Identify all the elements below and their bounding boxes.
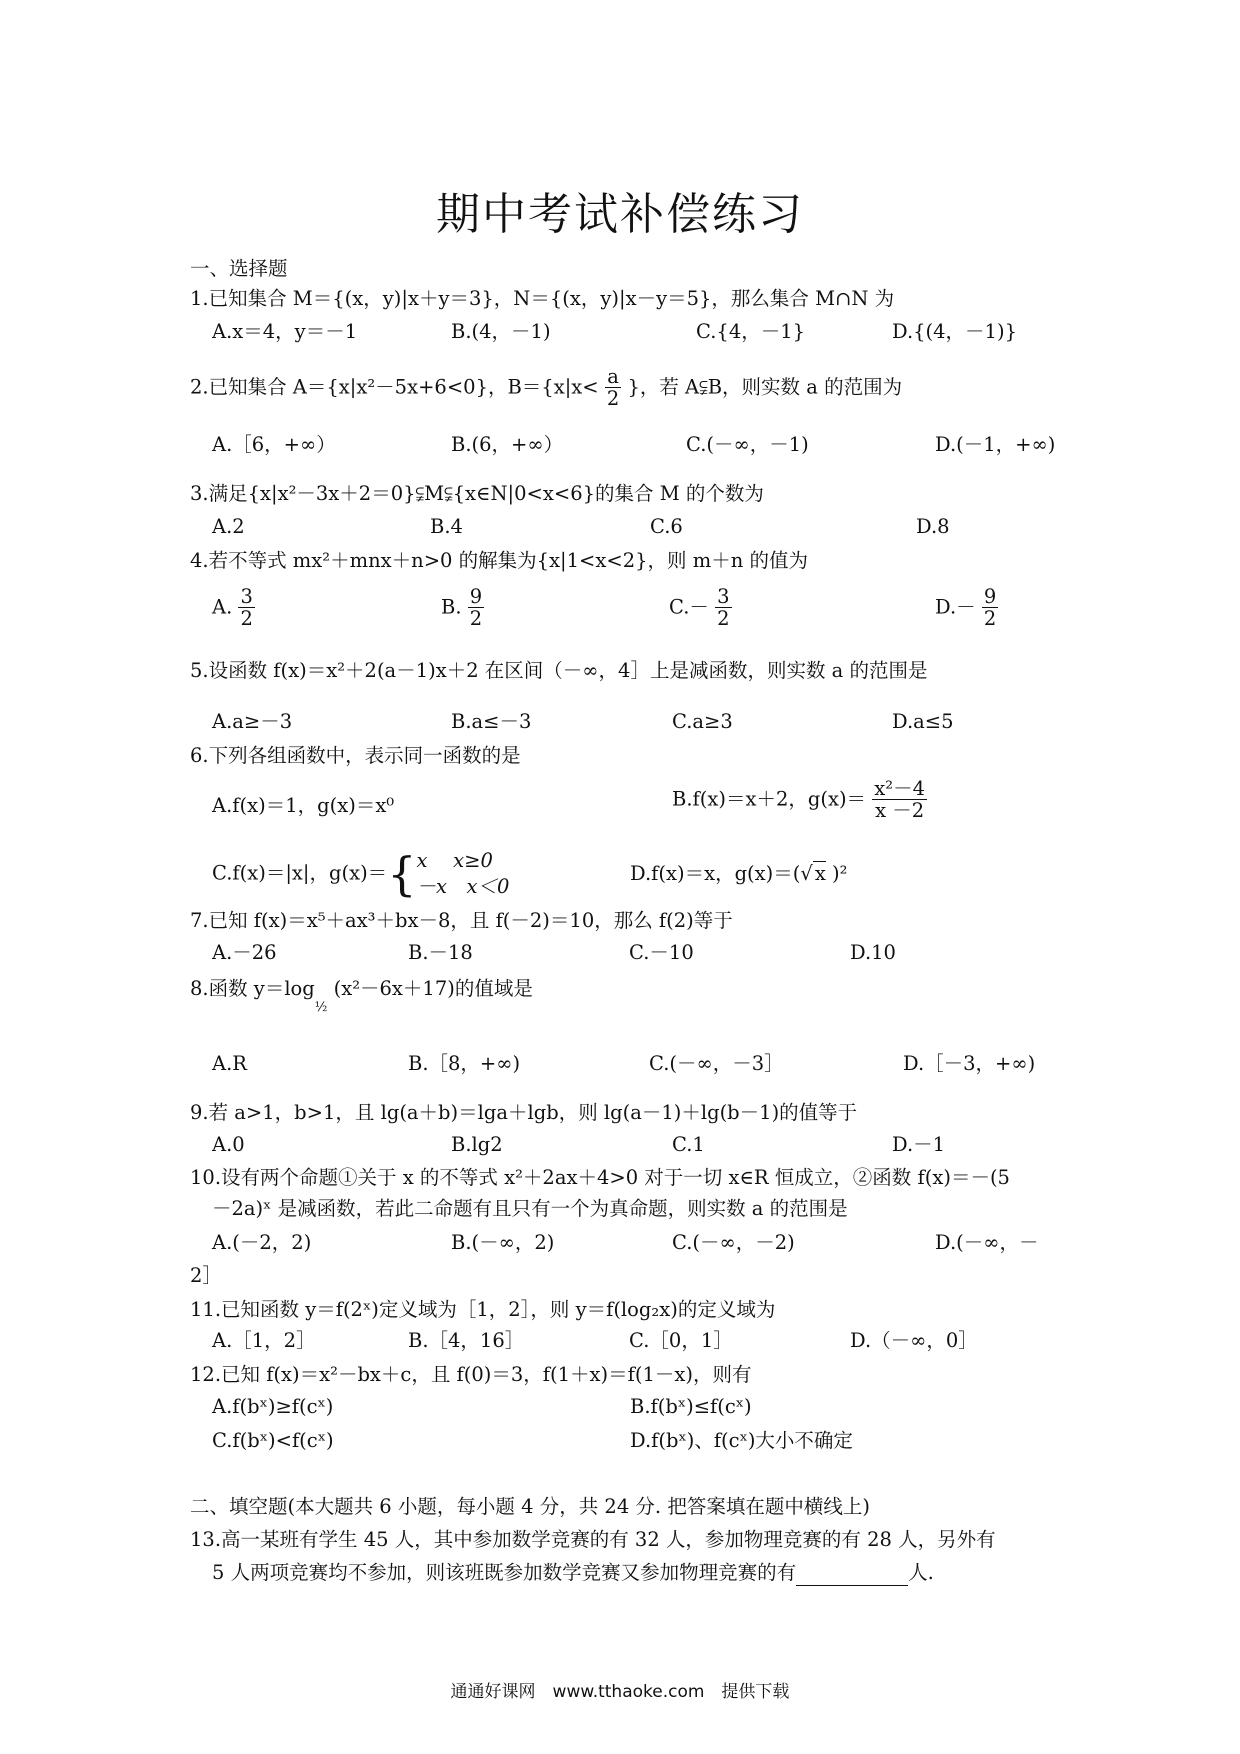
q13-text: 5 人两项竞赛均不参加，则该班既参加数学竞赛又参加物理竞赛的有 <box>212 1561 797 1584</box>
question-1: 1.已知集合 M＝{(x，y)|x＋y＝3}，N＝{(x，y)|x－y＝5}，那么集合 M∩N 为 <box>190 287 895 310</box>
q9-option-b: B.lg2 <box>451 1133 503 1156</box>
q8-option-d: D.［－3，+∞) <box>903 1052 1036 1075</box>
piece-bottom: －x x＜0 <box>416 875 510 898</box>
q9-option-c: C.1 <box>672 1133 705 1156</box>
q2-fraction-den: 2 <box>606 387 620 411</box>
q6-option-d-text: D.f(x)＝x，g(x)＝( <box>630 862 801 885</box>
q4-option-d <box>935 586 998 630</box>
q4a-num: 3 <box>240 585 253 608</box>
section-choice-heading: 一、选择题 <box>190 257 288 280</box>
q1-option-b: B.(4，－1) <box>451 320 551 343</box>
q8-option-c: C.(－∞，－3］ <box>649 1052 784 1075</box>
q9-option-a: A.0 <box>212 1133 245 1156</box>
question-13-line1: 13.高一某班有学生 45 人，其中参加数学竞赛的有 32 人，参加物理竞赛的有 28 人，另外有 <box>190 1528 996 1551</box>
q2-option-d: D.(－1，+∞) <box>935 433 1056 456</box>
question-5: 5.设函数 f(x)＝x²＋2(a－1)x＋2 在区间（－∞，4］上是减函数，则实数 a 的范围是 <box>190 659 928 682</box>
q10-option-d: D.(－∞，－ <box>935 1231 1039 1254</box>
question-6: 6.下列各组函数中，表示同一函数的是 <box>190 744 521 767</box>
q1-option-a: A.x＝4，y＝－1 <box>212 320 358 343</box>
question-3: 3.满足{x|x²－3x＋2＝0}⫋M⫋{x∈N|0<x<6}的集合 M 的个数为 <box>190 482 764 505</box>
question-11: 11.已知函数 y＝f(2ˣ)定义域为［1，2］，则 y＝f(log₂x)的定义域为 <box>190 1298 776 1321</box>
question-7: 7.已知 f(x)＝x⁵＋ax³＋bx－8，且 f(－2)＝10，那么 f(2)等于 <box>190 909 733 932</box>
piecewise-brace: { <box>387 847 417 901</box>
q6-option-c <box>212 848 509 900</box>
q5-option-a: A.a≥－3 <box>212 710 293 733</box>
q4b-num: 9 <box>469 585 483 608</box>
q10-option-d-continued: 2］ <box>190 1264 222 1287</box>
q4-option-c <box>669 586 732 630</box>
q4d-num: 9 <box>983 585 997 608</box>
q12-option-b: B.f(bˣ)≤f(cˣ) <box>630 1395 752 1418</box>
piece-top: x x≥0 <box>416 849 493 872</box>
q13-unit: 人. <box>908 1561 934 1584</box>
q4-option-b-label: B. <box>441 595 462 619</box>
q2-option-b: B.(6，+∞） <box>451 433 564 456</box>
q12-option-a: A.f(bˣ)≥f(cˣ) <box>212 1395 334 1418</box>
q5-option-d: D.a≤5 <box>892 710 954 733</box>
page-title: 期中考试补偿练习 <box>436 189 804 240</box>
q1-option-d: D.{(4，－1)} <box>892 320 1017 343</box>
q11-option-d: D.（－∞，0］ <box>850 1329 978 1352</box>
q12-option-c: C.f(bˣ)<f(cˣ) <box>212 1429 334 1452</box>
q10-option-b: B.(－∞，2) <box>451 1231 555 1254</box>
q2-option-a: A.［6，+∞） <box>212 433 336 456</box>
q8-option-a: A.R <box>212 1052 247 1075</box>
q4-option-d-label: D.－ <box>935 595 976 619</box>
q5-option-c: C.a≥3 <box>672 710 733 733</box>
q10-option-a: A.(－2，2) <box>212 1231 312 1254</box>
q8-log-base: ½ <box>314 1000 328 1015</box>
q8-text-end: (x²－6x＋17)的值域是 <box>333 977 533 1000</box>
question-2 <box>190 366 902 410</box>
q5-option-b: B.a≤－3 <box>451 710 532 733</box>
section-fill-heading: 二、填空题(本大题共 6 小题，每小题 4 分，共 24 分. 把答案填在题中横线上) <box>190 1495 870 1518</box>
q13-answer-blank <box>796 1565 908 1586</box>
q8-option-b: B.［8，+∞) <box>408 1052 521 1075</box>
q6-option-b-fraction <box>872 778 927 822</box>
q6b-den: x －2 <box>875 799 925 823</box>
question-10-line1: 10.设有两个命题①关于 x 的不等式 x²＋2ax＋4>0 对于一切 x∈R 恒成立，②函数 f(x)＝－(5 <box>190 1166 1010 1189</box>
q4-option-a-fraction <box>238 586 254 630</box>
q4-option-c-fraction <box>715 586 731 630</box>
q3-option-c: C.6 <box>650 515 683 538</box>
q6-option-d-tail: )² <box>825 862 848 885</box>
q8-text-start: 8.函数 y＝log <box>190 977 315 1000</box>
q4-option-d-fraction <box>982 586 998 630</box>
question-8 <box>190 976 533 1021</box>
question-10-line2: －2a)ˣ 是减函数，若此二命题有且只有一个为真命题，则实数 a 的范围是 <box>212 1197 848 1220</box>
q2-text-end: }，若 A⫋B，则实数 a 的范围为 <box>627 375 903 399</box>
q4-option-b <box>441 586 484 630</box>
q11-option-b: B.［4，16］ <box>408 1329 525 1352</box>
q4-option-a-label: A. <box>212 595 233 619</box>
q6-option-d-radicand: x <box>814 862 826 885</box>
q4-option-b-fraction <box>468 586 484 630</box>
q4b-den: 2 <box>469 607 483 631</box>
q4a-den: 2 <box>240 607 253 631</box>
question-4: 4.若不等式 mx²＋mnx＋n>0 的解集为{x|1<x<2}，则 m＋n 的值为 <box>190 549 808 572</box>
q2-option-c: C.(－∞，－1) <box>686 433 809 456</box>
q6-option-a: A.f(x)＝1，g(x)＝x⁰ <box>212 794 395 817</box>
q6-option-c-text: C.f(x)＝|x|，g(x)＝ <box>212 861 388 885</box>
q4c-den: 2 <box>717 607 730 631</box>
piecewise-cases <box>416 848 509 900</box>
q4d-den: 2 <box>983 607 997 631</box>
question-9: 9.若 a>1，b>1，且 lg(a＋b)＝lga＋lgb，则 lg(a－1)＋lg(b－1)的值等于 <box>190 1101 858 1124</box>
q2-text-start: 2.已知集合 A＝{x|x²－5x+6<0}，B＝{x|x< <box>190 375 599 399</box>
q2-fraction-num: a <box>605 366 621 388</box>
q4c-num: 3 <box>717 585 730 608</box>
q6-option-b <box>672 778 927 822</box>
question-12: 12.已知 f(x)＝x²－bx＋c，且 f(0)＝3，f(1＋x)＝f(1－x)，则有 <box>190 1363 752 1386</box>
q3-option-d: D.8 <box>916 515 950 538</box>
q3-option-a: A.2 <box>212 515 245 538</box>
q7-option-c: C.－10 <box>629 941 694 964</box>
q6-option-d <box>630 861 847 887</box>
q2-fraction <box>605 366 621 410</box>
q10-option-c: C.(－∞，－2) <box>672 1231 795 1254</box>
q7-option-a: A.－26 <box>212 941 277 964</box>
q9-option-d: D.－1 <box>892 1133 946 1156</box>
q6-option-b-text: B.f(x)＝x＋2，g(x)＝ <box>672 787 867 811</box>
q4-option-c-label: C.－ <box>669 595 709 619</box>
q11-option-a: A.［1，2］ <box>212 1329 316 1352</box>
q4-option-a <box>212 586 255 630</box>
q1-option-c: C.{4，－1} <box>696 320 806 343</box>
question-13-line2 <box>212 1560 934 1586</box>
q7-option-d: D.10 <box>850 941 896 964</box>
q12-option-d: D.f(bˣ)、f(cˣ)大小不确定 <box>630 1429 853 1452</box>
q11-option-c: C.［0，1］ <box>629 1329 733 1352</box>
q6b-num: x²－4 <box>874 777 925 800</box>
q3-option-b: B.4 <box>430 515 463 538</box>
q7-option-b: B.－18 <box>408 941 473 964</box>
sqrt-icon: √ <box>800 862 813 885</box>
page-footer: 通通好课网 www.tthaoke.com 提供下载 <box>450 1682 790 1702</box>
